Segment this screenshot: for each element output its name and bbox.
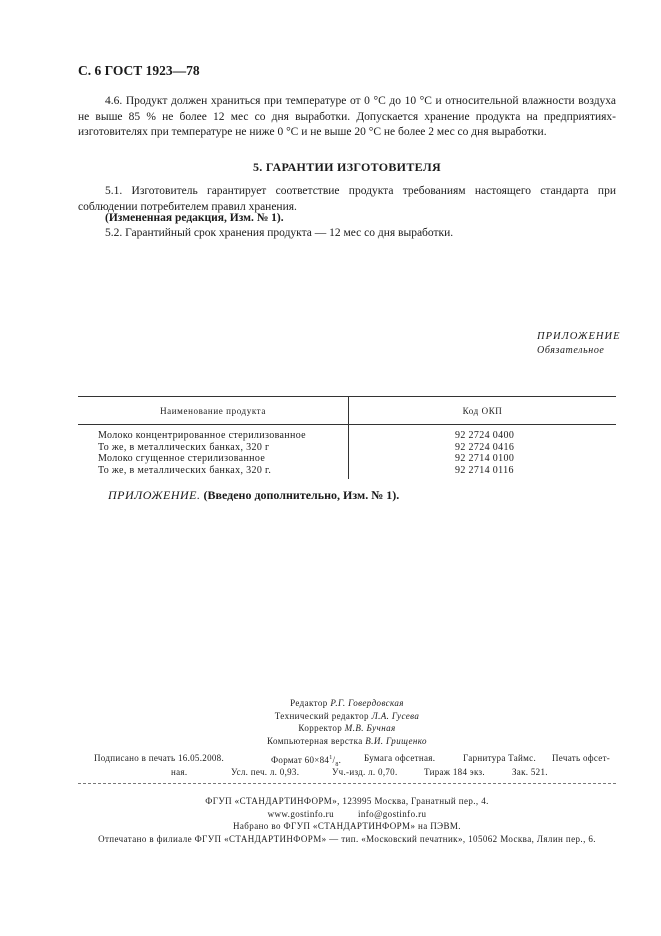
appendix-label: ПРИЛОЖЕНИЕ — [537, 331, 621, 342]
footer-printed: Отпечатано в филиале ФГУП «СТАНДАРТИНФОРМ» — тип. «Московский печатник», 105062 Москва, Лялин пер., 6. — [98, 834, 596, 845]
product-code-cell: 92 2724 0416 — [455, 441, 515, 453]
credit-tech-editor: Технический редактор Л.А. Гусева — [274, 710, 420, 721]
footer-typeset: Набрано во ФГУП «СТАНДАРТИНФОРМ» на ПЭВМ. — [233, 821, 461, 832]
divider — [78, 783, 616, 784]
paragraph-5-2: 5.2. Гарантийный срок хранения продукта — 12 мес со дня выработки. — [105, 227, 454, 239]
paragraph-4-6 — [78, 94, 616, 141]
credit-layout: Компьютерная верстка В.И. Грищенко — [267, 735, 427, 746]
credit-corrector: Корректор М.В. Бучная — [298, 723, 396, 733]
footer-email: info@gostinfo.ru — [357, 808, 427, 819]
amendment-note: (Измененная редакция, Изм. № 1). — [105, 212, 284, 224]
table-header-row — [78, 397, 616, 425]
appendix-note — [108, 488, 399, 503]
product-code-cell: 92 2714 0100 — [455, 453, 515, 464]
appendix-status: Обязательное — [537, 345, 605, 356]
publishing-info — [78, 751, 616, 779]
section-5-title: 5. ГАРАНТИИ ИЗГОТОВИТЕЛЯ — [253, 160, 441, 174]
credits-block — [78, 697, 616, 747]
table-row — [78, 442, 616, 454]
product-name-cell: То же, в металлических банках, 320 г. — [78, 465, 349, 480]
appendix-note-label: ПРИЛОЖЕНИЕ. — [108, 488, 201, 502]
column-header-name: Наименование продукта — [78, 397, 349, 425]
product-name-cell: Молоко концентрированное стерилизованное — [78, 425, 349, 442]
product-name-cell: Молоко сгущенное стерилизованное — [78, 453, 349, 465]
table-row — [78, 453, 616, 465]
paragraph-5-1-text: 5.1. Изготовитель гарантирует соответствие продукта требованиям настоящего стандарта при соблюдении потребителем правил хранения. — [78, 185, 616, 213]
product-code-table — [78, 396, 616, 479]
credit-editor: Редактор Р.Г. Говердовская — [290, 698, 404, 708]
product-code-cell: 92 2724 0400 — [455, 430, 515, 441]
table-row — [78, 425, 616, 442]
paragraph-4-6-text: 4.6. Продукт должен храниться при температуре от 0 °С до 10 °С и относительной влажности воздуха не выше 85 % не более 12 мес со дня выработки. Допускается хранение продукта на предприятиях-изготовителях при температуре не ниже 0 °С и не выше 20 °С не более 2 мес со дня выработки. — [78, 95, 616, 138]
footer-website: www.gostinfo.ru — [267, 808, 334, 819]
page-header: С. 6 ГОСТ 1923—78 — [78, 63, 200, 78]
table-row — [78, 465, 616, 480]
appendix-note-text: (Введено дополнительно, Изм. № 1). — [203, 488, 400, 502]
publishing-line-1: Подписано в печать 16.05.2008. Формат $60\times 84^1/_8$. Бумага офсетная. Гарнитура Таймс. Печать офсет- — [94, 753, 611, 768]
footer-address: ФГУП «СТАНДАРТИНФОРМ», 123995 Москва, Гранатный пер., 4. — [205, 796, 489, 806]
footer-contacts — [78, 808, 616, 821]
publisher-footer — [78, 795, 616, 846]
publishing-line-2: ная. Усл. печ. л. 0,93. Уч.-изд. л. 0,70. Тираж 184 экз. Зак. 521. — [171, 767, 548, 777]
product-name-cell: То же, в металлических банках, 320 г — [78, 442, 349, 454]
product-code-cell: 92 2714 0116 — [455, 464, 514, 476]
column-header-code: Код ОКП — [349, 397, 617, 425]
